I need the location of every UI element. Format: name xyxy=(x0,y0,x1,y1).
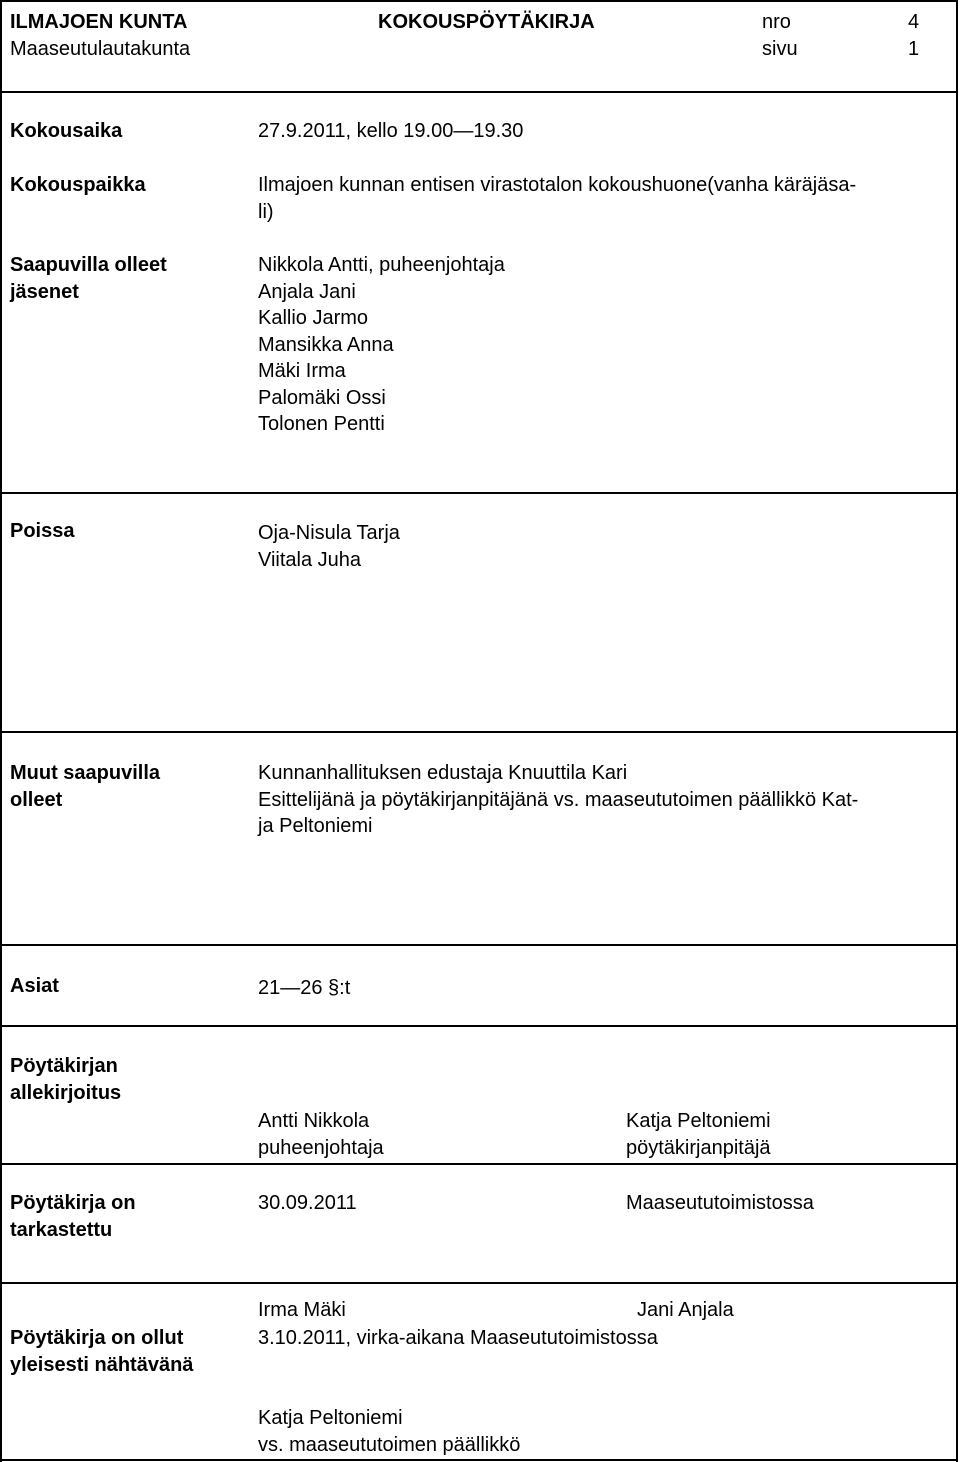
secretary-name: Katja Peltoniemi xyxy=(626,1110,771,1132)
public-signer-title: vs. maaseututoimen päällikkö xyxy=(258,1434,521,1456)
public-display-label: Pöytäkirja on ollut yleisesti nähtävänä xyxy=(10,1327,194,1376)
present-members-list: Nikkola Antti, puheenjohtaja Anjala Jani Kallio Jarmo Mansikka Anna Mäki Irma Palomäki Ossi Tolonen Pentti xyxy=(258,254,505,435)
board-name: Maaseutulautakunta xyxy=(10,38,191,60)
public-display-when: 3.10.2011, virka-aikana Maaseututoimistossa xyxy=(258,1327,658,1349)
sivu-label: sivu xyxy=(762,38,798,60)
divider-before-muut xyxy=(0,731,958,733)
nro-value: 4 xyxy=(908,11,920,33)
others-present-label: Muut saapuvilla olleet xyxy=(10,762,161,811)
absent-names: Oja-Nisula Tarja Viitala Juha xyxy=(258,522,400,571)
meeting-time-label: Kokousaika xyxy=(10,120,123,142)
frame-top-border xyxy=(0,0,958,2)
present-members-label: Saapuvilla olleet jäsenet xyxy=(10,254,167,303)
secretary-role: pöytäkirjanpitäjä xyxy=(626,1137,771,1159)
document-type: KOKOUSPÖYTÄKIRJA xyxy=(378,11,595,33)
nro-label: nro xyxy=(762,11,791,33)
checked-place: Maaseututoimistossa xyxy=(626,1192,814,1214)
checked-label: Pöytäkirja on tarkastettu xyxy=(10,1192,136,1241)
divider-before-poissa xyxy=(0,492,958,494)
divider-before-asiat xyxy=(0,944,958,946)
meeting-place-label: Kokouspaikka xyxy=(10,174,146,196)
divider-before-tarkastettu xyxy=(0,1163,958,1165)
public-signer-name: Katja Peltoniemi xyxy=(258,1407,403,1429)
checker-1-name: Irma Mäki xyxy=(258,1299,346,1321)
checked-date: 30.09.2011 xyxy=(258,1192,357,1214)
chair-role: puheenjohtaja xyxy=(258,1137,384,1159)
divider-before-allekirjoitus xyxy=(0,1025,958,1027)
frame-bottom-border xyxy=(0,1459,958,1461)
matters-label: Asiat xyxy=(10,975,59,997)
meeting-time-value: 27.9.2011, kello 19.00—19.30 xyxy=(258,120,524,142)
divider-before-nahtavana xyxy=(0,1282,958,1284)
meeting-place-value: Ilmajoen kunnan entisen virastotalon kokoushuone(vanha käräjäsa- li) xyxy=(258,174,857,223)
chair-name: Antti Nikkola xyxy=(258,1110,370,1132)
header-divider xyxy=(0,91,958,93)
others-present-text: Kunnanhallituksen edustaja Knuuttila Kari Esittelijänä ja pöytäkirjanpitäjänä vs. maaseututoimen päällikkö Kat- ja Peltoniemi xyxy=(258,762,859,837)
signature-label: Pöytäkirjan allekirjoitus xyxy=(10,1055,122,1104)
matters-value: 21—26 §:t xyxy=(258,977,351,999)
absent-label: Poissa xyxy=(10,520,75,542)
org-name: ILMAJOEN KUNTA xyxy=(10,11,188,33)
checker-2-name: Jani Anjala xyxy=(637,1299,734,1321)
sivu-value: 1 xyxy=(908,38,920,60)
